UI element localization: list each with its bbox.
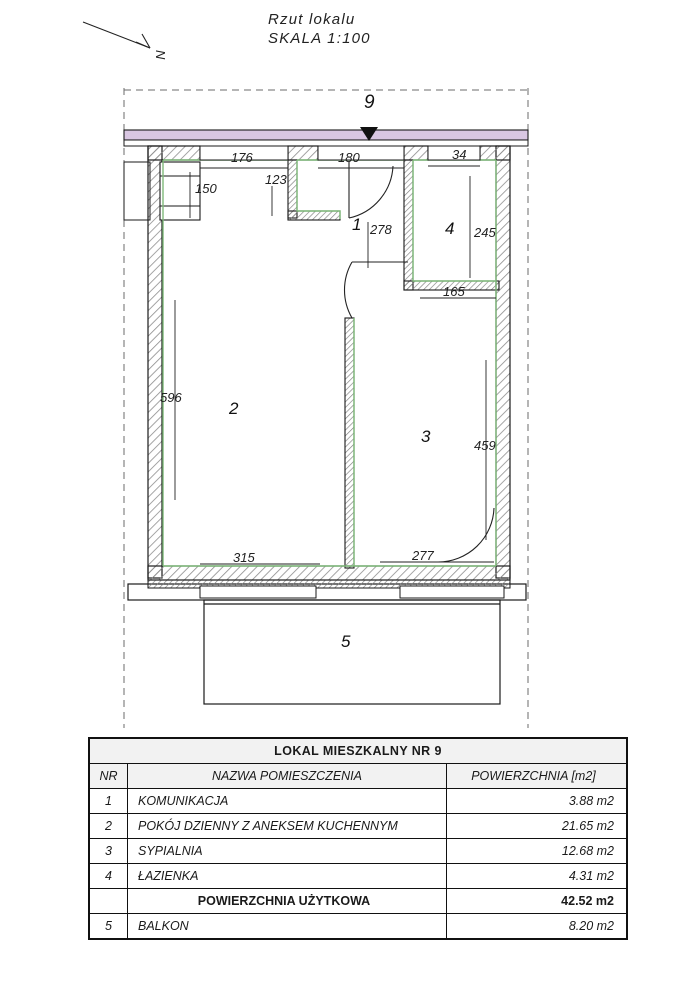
left-window-outer bbox=[124, 162, 150, 220]
table-caption-row bbox=[90, 739, 627, 764]
room-number-1: 1 bbox=[352, 215, 362, 234]
room-number-2: 2 bbox=[229, 399, 239, 418]
dimension-278: 278 bbox=[370, 222, 392, 237]
row-area: 21.65 m2 bbox=[447, 814, 627, 839]
dimension-459: 459 bbox=[474, 438, 496, 453]
dimension-245: 245 bbox=[474, 225, 496, 240]
row-name: POKÓJ DZIENNY Z ANEKSEM KUCHENNYM bbox=[128, 814, 447, 839]
summary-area: 42.52 m2 bbox=[447, 889, 627, 914]
table-row bbox=[90, 814, 627, 839]
dimension-596: 596 bbox=[160, 390, 182, 405]
row-area: 4.31 m2 bbox=[447, 864, 627, 889]
row-name: ŁAZIENKA bbox=[128, 864, 447, 889]
door-swings bbox=[344, 162, 494, 562]
summary-nr-blank bbox=[90, 889, 128, 914]
table-caption: LOKAL MIESZKALNY NR 9 bbox=[90, 739, 627, 764]
dimension-123: 123 bbox=[265, 172, 287, 187]
svg-text:N: N bbox=[153, 50, 168, 60]
top-window-band bbox=[124, 130, 528, 140]
left-window bbox=[160, 162, 200, 220]
dimension-165: 165 bbox=[443, 284, 465, 299]
dimension-176: 176 bbox=[231, 150, 253, 165]
top-openings bbox=[200, 146, 480, 160]
room-number-3: 3 bbox=[421, 427, 431, 446]
usable-area-outline bbox=[163, 160, 496, 566]
table-header-row bbox=[90, 764, 627, 789]
column-header-nr: NR bbox=[90, 764, 128, 789]
interior-walls bbox=[288, 160, 499, 568]
row-area: 8.20 m2 bbox=[447, 914, 627, 939]
table-row bbox=[90, 864, 627, 889]
column-header-area: POWIERZCHNIA [m2] bbox=[447, 764, 627, 789]
balcony-outline bbox=[128, 584, 526, 704]
row-name: KOMUNIKACJA bbox=[128, 789, 447, 814]
row-area: 3.88 m2 bbox=[447, 789, 627, 814]
room-schedule-table bbox=[88, 737, 628, 940]
dimension-lines bbox=[175, 166, 496, 564]
row-name: SYPIALNIA bbox=[128, 839, 447, 864]
row-nr: 2 bbox=[90, 814, 128, 839]
row-nr: 1 bbox=[90, 789, 128, 814]
row-name: BALKON bbox=[128, 914, 447, 939]
table-row bbox=[90, 789, 627, 814]
summary-label: POWIERZCHNIA UŻYTKOWA bbox=[128, 889, 447, 914]
top-wall-band bbox=[124, 140, 528, 146]
room-number-4: 4 bbox=[445, 219, 455, 238]
apartment-number-label: 9 bbox=[364, 92, 375, 113]
dimension-150: 150 bbox=[195, 181, 217, 196]
table-row bbox=[90, 839, 627, 864]
row-area: 12.68 m2 bbox=[447, 839, 627, 864]
table-row bbox=[90, 914, 627, 939]
table-summary-row bbox=[90, 889, 627, 914]
room-number-5: 5 bbox=[341, 632, 351, 651]
drawing-title-line2: SKALA 1:100 bbox=[268, 30, 371, 47]
drawing-title-line1: Rzut lokalu bbox=[268, 11, 356, 28]
dimension-180: 180 bbox=[338, 150, 360, 165]
dimension-315: 315 bbox=[233, 550, 255, 565]
column-header-name: NAZWA POMIESZCZENIA bbox=[128, 764, 447, 789]
row-nr: 4 bbox=[90, 864, 128, 889]
row-nr: 5 bbox=[90, 914, 128, 939]
dimension-34: 34 bbox=[452, 147, 467, 162]
row-nr: 3 bbox=[90, 839, 128, 864]
dimension-277: 277 bbox=[412, 548, 434, 563]
